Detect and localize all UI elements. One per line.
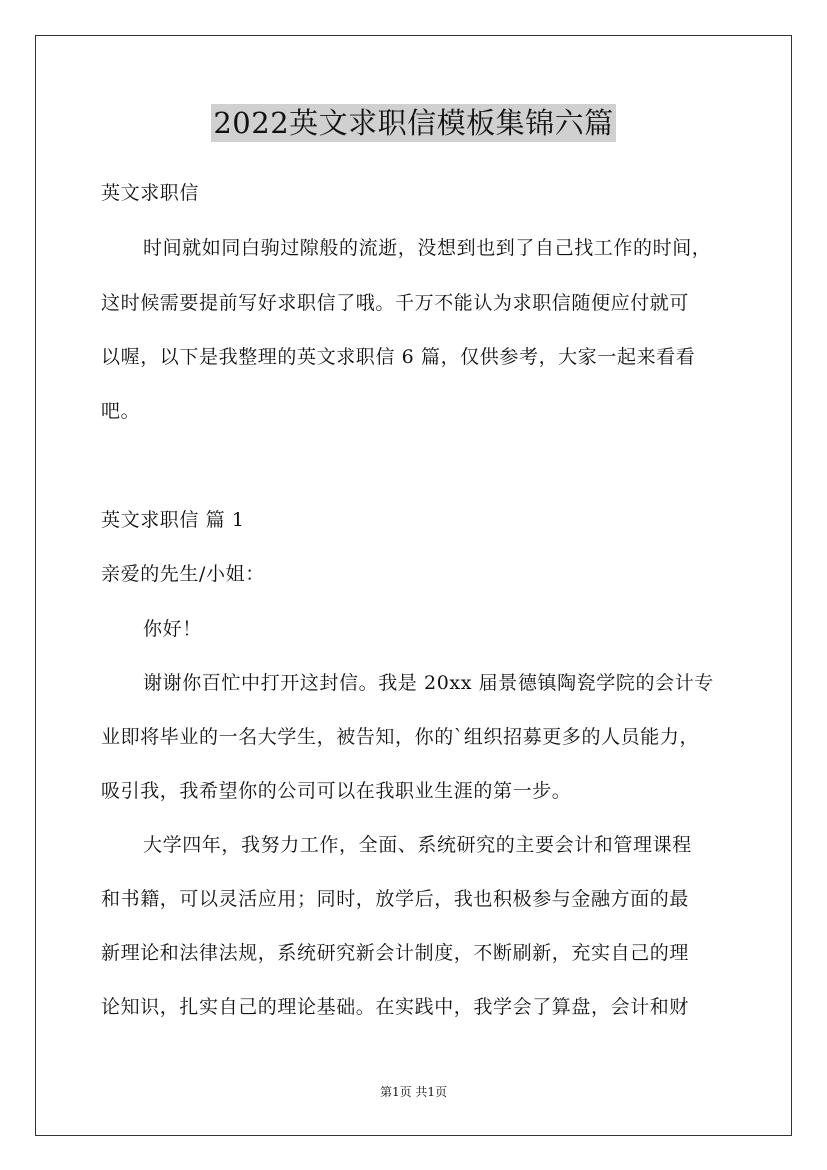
page-number-footer: 第1页 共1页: [379, 1085, 448, 1099]
section-heading: 英文求职信 篇 1: [101, 509, 245, 531]
paragraph-line: 和书籍，可以灵活应用；同时，放学后，我也积极参与金融方面的最: [101, 888, 690, 910]
paragraph-line: 谢谢你百忙中打开这封信。我是 20xx 届景德镇陶瓷学院的会计专: [143, 672, 714, 694]
paragraph-line: 吸引我，我希望你的公司可以在我职业生涯的第一步。: [101, 780, 572, 802]
paragraph-line: 新理论和法律法规，系统研究新会计制度，不断刷新，充实自己的理: [101, 942, 690, 964]
document-title: 2022英文求职信模板集锦六篇: [213, 106, 614, 140]
greeting: 你好！: [143, 618, 202, 640]
intro-line: 以喔，以下是我整理的英文求职信 6 篇，仅供参考，大家一起来看看: [101, 346, 696, 368]
intro-line: 吧。: [101, 400, 141, 422]
intro-line: 时间就如同白驹过隙般的流逝，没想到也到了自己找工作的时间，: [143, 237, 712, 259]
paragraph-line: 业即将毕业的一名大学生，被告知，你的`组织招募更多的人员能力，: [101, 726, 700, 748]
paragraph-line: 论知识，扎实自己的理论基础。在实践中，我学会了算盘，会计和财: [101, 996, 690, 1018]
title-container: [0, 104, 827, 142]
paragraph-line: 大学四年，我努力工作，全面、系统研究的主要会计和管理课程: [143, 834, 692, 856]
intro-line: 这时候需要提前写好求职信了哦。千万不能认为求职信随便应付就可: [101, 292, 690, 314]
heading-english-cover-letter: 英文求职信: [101, 182, 200, 204]
salutation: 亲爱的先生/小姐：: [101, 563, 265, 585]
